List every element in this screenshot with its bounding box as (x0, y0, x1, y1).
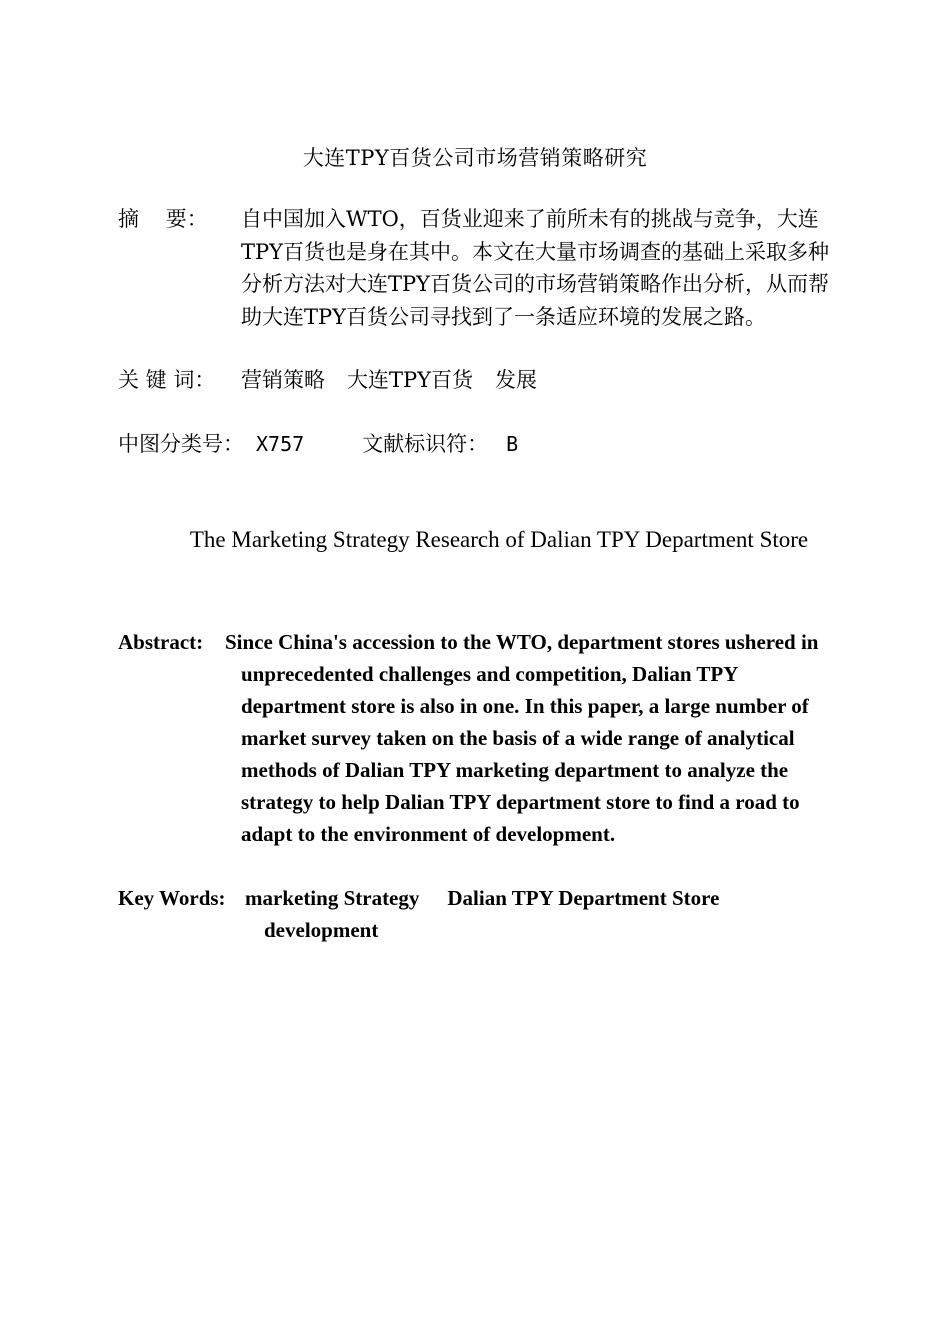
english-keyword: Dalian TPY Department Store (447, 886, 720, 910)
english-keyword: development (264, 918, 379, 942)
chinese-abstract-label: 摘 要： (118, 207, 208, 231)
english-keywords (118, 882, 838, 942)
chinese-keyword: 大连TPY百货 (347, 368, 473, 392)
chinese-keyword: 发展 (495, 368, 537, 392)
english-title: The Marketing Strategy Research of Dalian TPY Department Store (189, 527, 809, 552)
chinese-keyword: 营销策略 (241, 368, 325, 392)
chinese-abstract-text: 自中国加入WTO，百货业迎来了前所未有的挑战与竞争，大连TPY百货也是身在其中。本文在大量市场调查的基础上采取多种分析方法对大连TPY百货公司的市场营销策略作出分析，从而帮助大连TPY百货公司寻找到了一条适应环境的发展之路。 (241, 207, 829, 329)
english-abstract-text: Since China's accession to the WTO, department stores ushered in unprecedented challenges and competition, Dalian TPY department store is also in one. In this paper, a large number of market survey taken on the basis of a wide range of analytical methods of Dalian TPY marketing department to analyze the strategy to help Dalian TPY department store to find a road to adapt to the environment of development. (225, 630, 819, 846)
chinese-keywords-label: 关 键 词： (118, 368, 216, 392)
english-keyword: marketing Strategy (245, 886, 420, 910)
english-abstract-label: Abstract: (118, 630, 204, 654)
classification-label: 中图分类号： (118, 432, 244, 456)
chinese-title: 大连TPY百货公司市场营销策略研究 (302, 146, 648, 170)
english-keywords-label: Key Words: (118, 886, 226, 910)
chinese-keywords (118, 364, 559, 394)
classification-row (118, 428, 518, 458)
document-id-value: B (506, 432, 519, 456)
classification-value: X757 (256, 432, 305, 456)
document-id-label: 文献标识符： (362, 432, 489, 456)
